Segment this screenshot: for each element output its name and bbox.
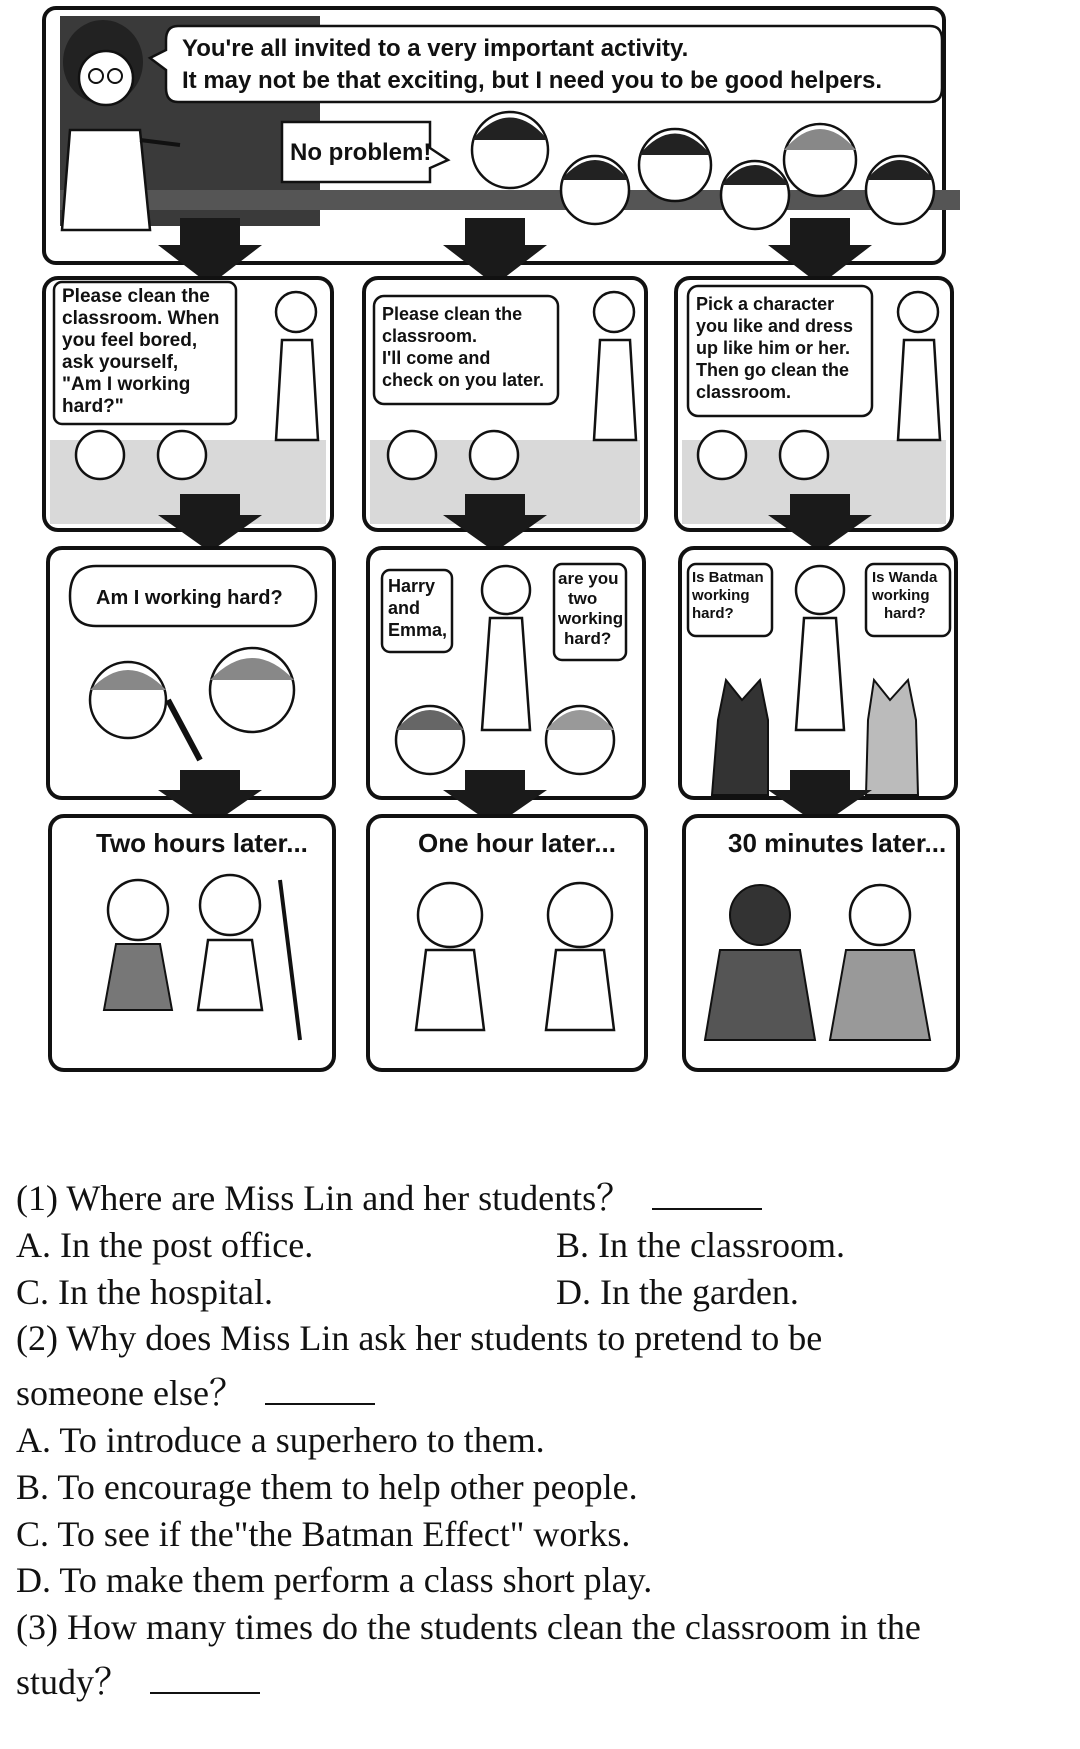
q1-options-row-2 [16, 1269, 1066, 1316]
panel6-left-text: Is Batman working hard? [692, 569, 764, 622]
q1-options-row-1 [16, 1222, 1066, 1269]
panel1-text: Please clean the classroom. When you feel bored, ask yourself, "Am I working hard?" [62, 286, 220, 417]
panel6-right-text: Is Wanda working hard? [872, 569, 938, 622]
panel2-text: Please clean the classroom. I'll come and check on you later. [382, 304, 545, 390]
question-3-text-2: study？ [16, 1661, 131, 1702]
answer-blank-2[interactable] [265, 1375, 375, 1405]
question-2-text-2: someone else？ [16, 1373, 245, 1414]
question-2-cont [16, 1370, 1066, 1417]
q2-option-b: B. To encourage them to help other people. [16, 1466, 638, 1507]
answer-blank-3[interactable] [150, 1664, 260, 1694]
panel4-text: Am I working hard? [96, 587, 283, 609]
teacher-intro-text: You're all invited to a very important activity. [182, 35, 689, 62]
q1-option-c: C. In the hospital. [16, 1271, 273, 1312]
question-1 [16, 1175, 1066, 1222]
panel9-caption: 30 minutes later... [728, 828, 947, 858]
q1-option-b: B. In the classroom. [556, 1224, 845, 1265]
question-3-cont [16, 1659, 1066, 1706]
answer-blank-1[interactable] [652, 1180, 762, 1210]
question-1-text: (1) Where are Miss Lin and her students？ [16, 1178, 633, 1218]
panel3-text: Pick a character you like and dress up like him or her. Then go clean the classroom. [696, 294, 854, 402]
panel7-caption: Two hours later... [96, 828, 308, 858]
panel5-right-text: are you two working hard? [558, 569, 624, 648]
q1-option-a: A. In the post office. [16, 1224, 314, 1265]
question-section [16, 1175, 1066, 1706]
q2-option-c: C. To see if the"the Batman Effect" works. [16, 1513, 631, 1554]
question-2: (2) Why does Miss Lin ask her students to pretend to be [16, 1318, 823, 1359]
students-reply-text: No problem! [290, 139, 432, 166]
q1-option-d: D. In the garden. [556, 1271, 799, 1312]
panel5-left-text: Harry and Emma, [388, 576, 448, 640]
panel8-caption: One hour later... [418, 828, 616, 858]
q2-option-a: A. To introduce a superhero to them. [16, 1419, 545, 1460]
question-3: (3) How many times do the students clean the classroom in the [16, 1607, 921, 1648]
q2-option-d: D. To make them perform a class short play. [16, 1560, 653, 1601]
teacher-intro-text-2: It may not be that exciting, but I need you to be good helpers. [182, 67, 883, 94]
